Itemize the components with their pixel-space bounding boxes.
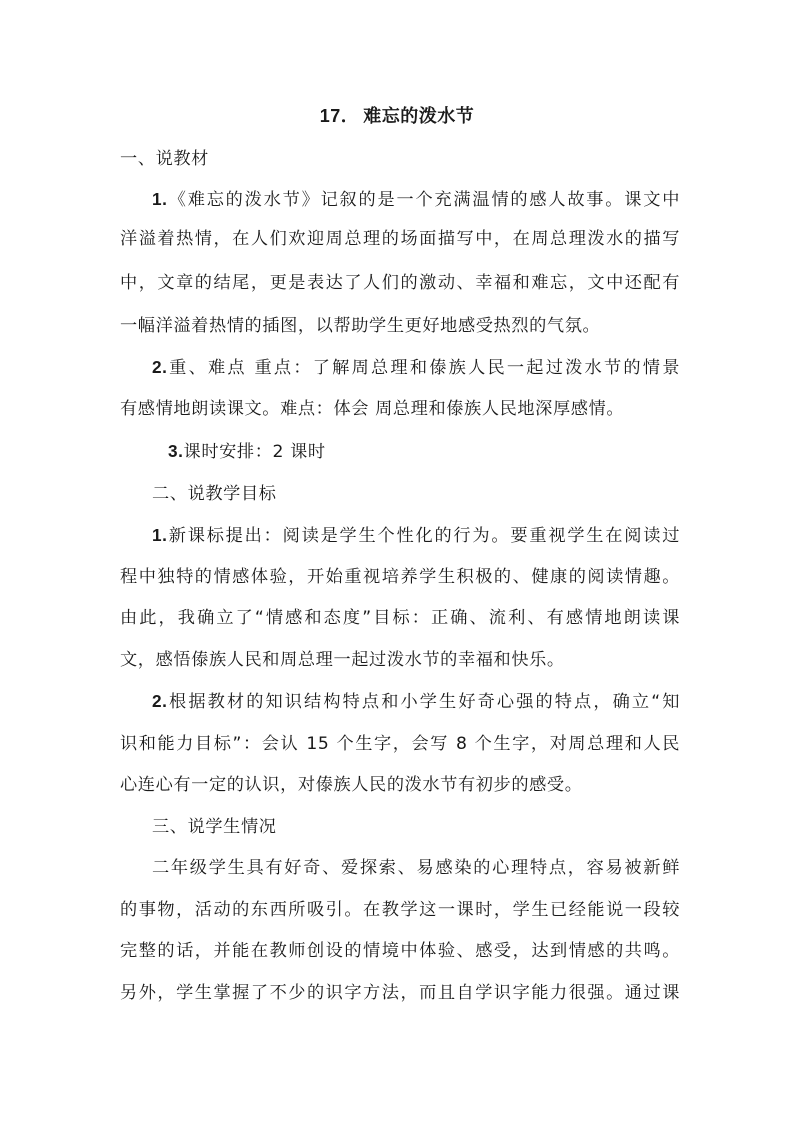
paragraph-3 <box>168 440 680 463</box>
paragraph-1-line-1 <box>152 188 680 211</box>
paragraph-5-line-1 <box>152 690 680 713</box>
paragraph-2-line-1-text: 重、难点 重点：了解周总理和傣族人民一起过泼水节的情景 <box>167 358 680 378</box>
paragraph-2-line-2: 有感情地朗读课文。难点：体会 周总理和傣族人民地深厚感情。 <box>120 399 625 419</box>
paragraph-1-number: 1. <box>152 189 168 209</box>
paragraph-6-line-1: 二年级学生具有好奇、爱探索、易感染的心理特点，容易被新鲜 <box>152 858 680 878</box>
section-heading-1: 一、说教材 <box>120 149 209 169</box>
paragraph-6-line-2: 的事物，活动的东西所吸引。在教学这一课时，学生已经能说一段较 <box>120 900 680 920</box>
paragraph-5-number: 2. <box>152 691 168 711</box>
paragraph-4-line-2: 程中独特的情感体验，开始重视培养学生积极的、健康的阅读情趣。 <box>120 567 680 587</box>
paragraph-6-line-4: 另外，学生掌握了不少的识字方法，而且自学识字能力很强。通过课 <box>120 983 680 1003</box>
section-heading-3: 三、说学生情况 <box>152 817 277 837</box>
paragraph-1-line-2: 洋溢着热情，在人们欢迎周总理的场面描写中，在周总理泼水的描写 <box>120 229 680 249</box>
paragraph-1-line-4: 一幅洋溢着热情的插图，以帮助学生更好地感受热烈的气氛。 <box>120 316 601 336</box>
paragraph-4-line-4: 文，感悟傣族人民和周总理一起过泼水节的幸福和快乐。 <box>120 650 565 670</box>
paragraph-5-line-3: 心连心有一定的认识，对傣族人民的泼水节有初步的感受。 <box>120 775 583 795</box>
paragraph-5-line-1-text: 根据教材的知识结构特点和小学生好奇心强的特点，确立“知 <box>167 692 680 712</box>
paragraph-2-line-1 <box>152 356 680 379</box>
title-text: 难忘的泼水节 <box>363 106 475 127</box>
paragraph-2-number: 2. <box>152 357 168 377</box>
paragraph-3-text: 课时安排：2 课时 <box>183 442 326 462</box>
paragraph-1-line-1-text: 《难忘的泼水节》记叙的是一个充满温情的感人故事。课文中 <box>167 190 680 210</box>
paragraph-5-line-2: 识和能力目标”：会认 15 个生字，会写 8 个生字，对周总理和人民 <box>120 734 680 754</box>
paragraph-4-line-3: 由此，我确立了“情感和态度”目标：正确、流利、有感情地朗读课 <box>120 608 680 628</box>
section-heading-2: 二、说教学目标 <box>152 484 277 504</box>
paragraph-3-number: 3. <box>168 441 184 461</box>
paragraph-4-line-1-text: 新课标提出：阅读是学生个性化的行为。要重视学生在阅读过 <box>167 526 680 546</box>
document-title <box>0 102 794 128</box>
paragraph-4-line-1 <box>152 524 680 547</box>
paragraph-6-line-3: 完整的话，并能在教师创设的情境中体验、感受，达到情感的共鸣。 <box>120 941 680 961</box>
paragraph-4-number: 1. <box>152 525 168 545</box>
title-number: 17． <box>319 106 360 126</box>
paragraph-1-line-3: 中，文章的结尾，更是表达了人们的激动、幸福和难忘，文中还配有 <box>120 273 680 293</box>
